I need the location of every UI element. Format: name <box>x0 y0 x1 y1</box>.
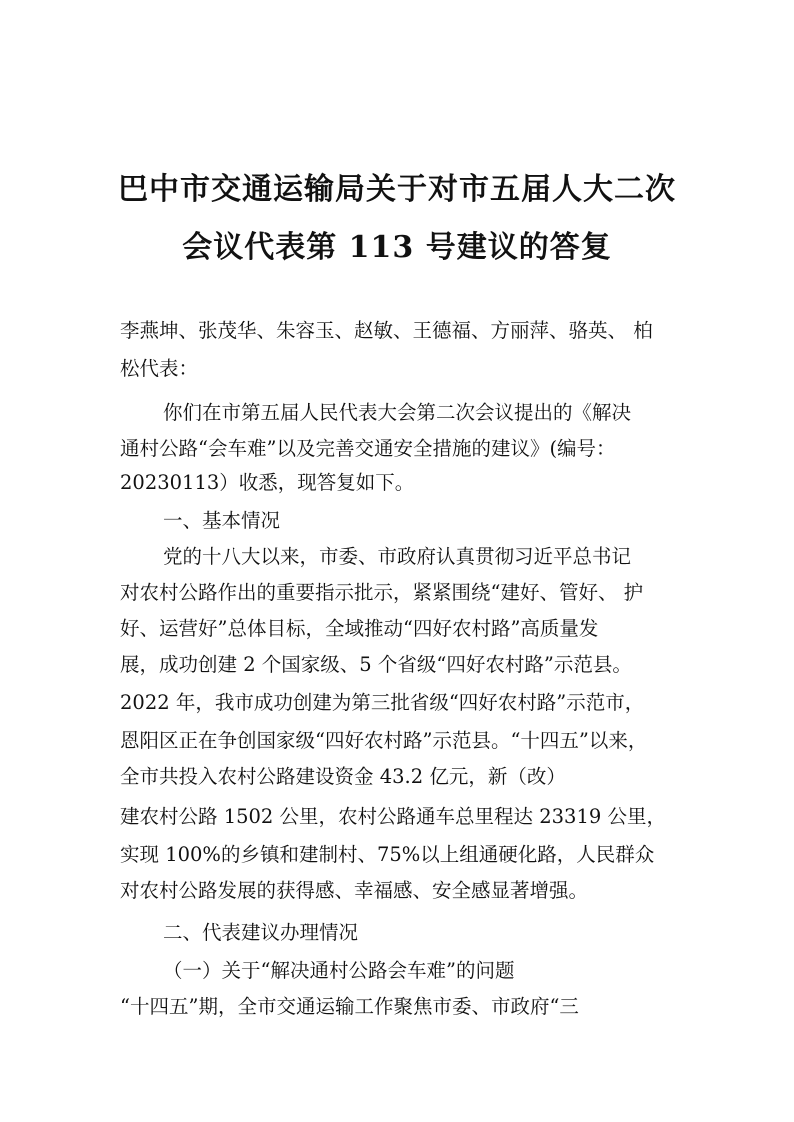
body-line: 实现 100%的乡镇和建制村、75%以上组通硬化路，人民群众 <box>120 843 655 866</box>
body-line: “十四五”期，全市交通运输工作聚焦市委、市政府“三 <box>120 995 579 1018</box>
body-line: 好、运营好”总体目标，全域推动“四好农村路”高质量发 <box>120 617 599 640</box>
body-line: 恩阳区正在争创国家级“四好农村路”示范县。“十四五”以来， <box>120 729 648 752</box>
body-line: 建农村公路 1502 公里，农村公路通车总里程达 23319 公里， <box>120 805 666 828</box>
document-title-line-1: 巴中市交通运输局关于对市五届人大二次 <box>118 172 676 207</box>
body-line: 对农村公路作出的重要指示批示，紧紧围绕“建好、管好、 护 <box>120 581 644 604</box>
section-heading: 一、基本情况 <box>163 509 281 532</box>
body-line: 展，成功创建 2 个国家级、5 个省级“四好农村路”示范县。 <box>120 653 632 676</box>
body-line: 2022 年，我市成功创建为第三批省级“四好农村路”示范市， <box>120 691 645 714</box>
body-line: 20230113）收悉，现答复如下。 <box>120 471 415 494</box>
recipients-line-2: 松代表： <box>120 357 199 380</box>
document-title-line-2: 会议代表第 113 号建议的答复 <box>182 230 612 265</box>
subsection-heading: （一）关于“解决通村公路会车难”的问题 <box>163 959 515 982</box>
body-line: 通村公路“会车难”以及完善交通安全措施的建议》(编号： <box>120 437 616 460</box>
body-line: 对农村公路发展的获得感、幸福感、安全感显著增强。 <box>120 879 589 902</box>
body-line: 党的十八大以来，市委、市政府认真贯彻习近平总书记 <box>163 545 632 568</box>
recipients-line-1: 李燕坤、张茂华、朱容玉、赵敏、王德福、方丽萍、骆英、 柏 <box>120 319 653 342</box>
section-heading: 二、代表建议办理情况 <box>163 921 359 944</box>
body-line: 你们在市第五届人民代表大会第二次会议提出的《解决 <box>163 401 632 424</box>
body-line: 全市共投入农村公路建设资金 43.2 亿元，新（改） <box>120 765 566 788</box>
